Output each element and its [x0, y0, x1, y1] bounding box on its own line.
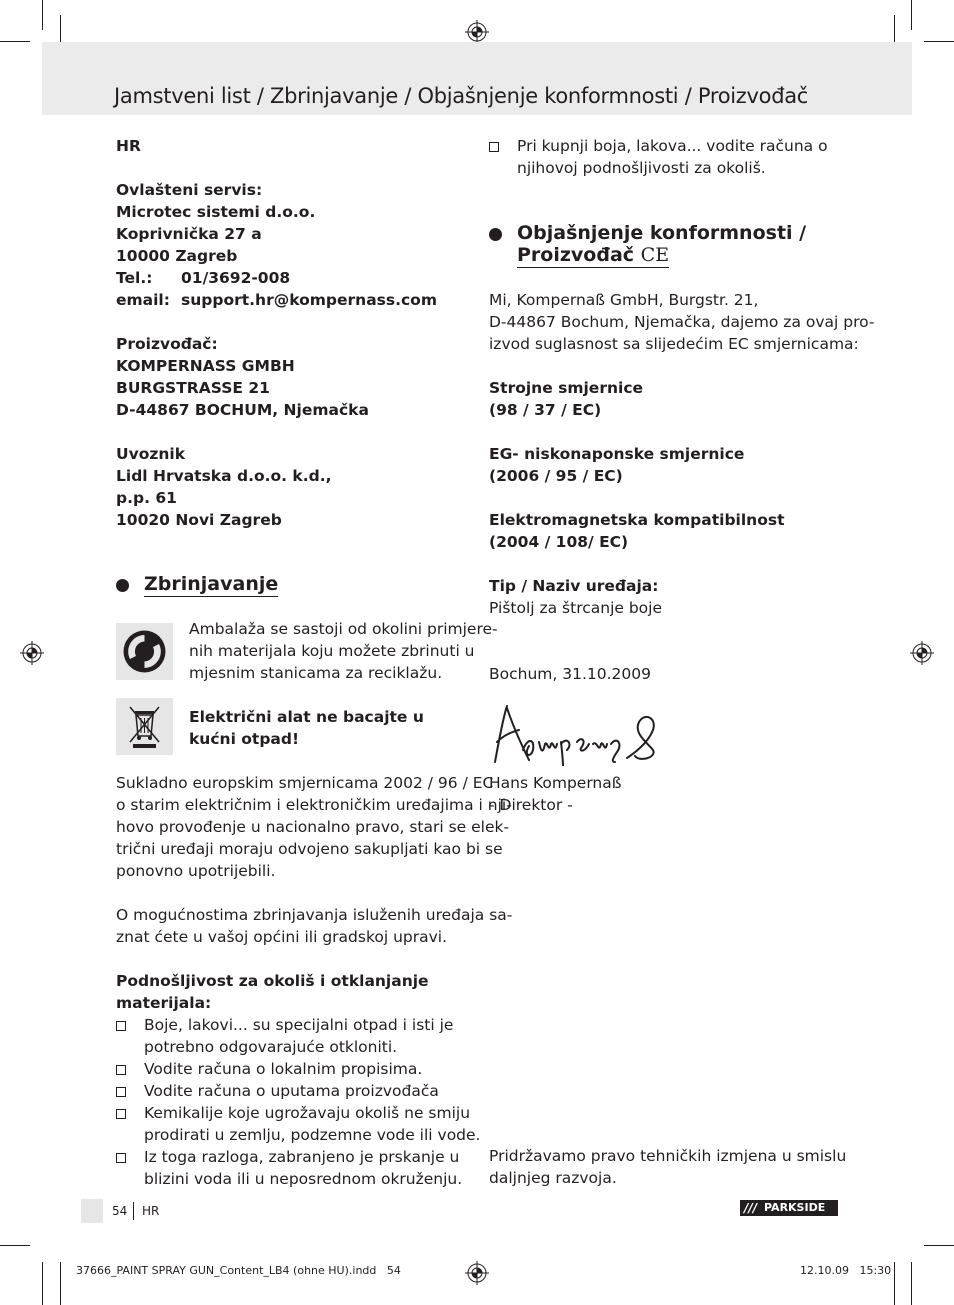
page-tab: [81, 1199, 103, 1223]
service-line: 10000 Zagreb: [116, 247, 238, 265]
list-item: Vodite računa o uputama proizvođača: [116, 1080, 476, 1102]
type-heading: Tip / Naziv uređaja:: [489, 577, 659, 595]
signatory-role: - Direktor -: [489, 796, 573, 814]
env-heading: materijala:: [116, 994, 212, 1012]
registration-mark-icon: [910, 641, 934, 665]
env-heading: Podnošljivost za okoliš i otklanjanje: [116, 972, 429, 990]
place-date: Bochum, 31.10.2009: [489, 665, 651, 683]
directive-name: Strojne smjernice: [489, 379, 644, 397]
signatory-block: [489, 772, 849, 816]
directive-code: (2004 / 108/ EC): [489, 533, 629, 551]
importer-heading: Uvoznik: [116, 445, 186, 463]
file-info: 37666_PAINT SPRAY GUN_Content_LB4 (ohne HU).indd 54: [76, 1264, 401, 1277]
signatory-name: Hans Kompernaß: [489, 774, 622, 792]
importer-line: 10020 Novi Zagreb: [116, 511, 282, 529]
registration-mark-icon: [20, 641, 44, 665]
manufacturer-line: D-44867 BOCHUM, Njemačka: [116, 401, 369, 419]
page-title: Jamstveni list / Zbrinjavanje / Objašnjenje konformnosti / Proizvođač: [114, 84, 809, 108]
disclaimer: Pridržavamo pravo tehničkih izmjena u smislu daljnjeg razvoja.: [489, 1147, 847, 1187]
crossed-out-bin-icon: [116, 698, 173, 755]
directive-code: (98 / 37 / EC): [489, 401, 602, 419]
crop-mark: [42, 0, 43, 30]
list-item: Pri kupnji boja, lakova... vodite računa o njihovoj podnošljivosti za okoliš.: [489, 135, 849, 179]
crop-mark: [894, 1262, 895, 1305]
crop-mark: [911, 0, 912, 30]
service-line: Koprivnička 27 a: [116, 225, 262, 243]
importer-line: Lidl Hrvatska d.o.o. k.d.,: [116, 467, 332, 485]
signature: [489, 700, 661, 766]
green-dot-recycle-icon: [116, 623, 173, 680]
timestamp: 12.10.09 15:30: [800, 1264, 892, 1277]
directive-name: EG- niskonaponske smjernice: [489, 445, 745, 463]
manufacturer-line: BURGSTRASSE 21: [116, 379, 270, 397]
brand-logo: /// PARKSIDE: [740, 1200, 838, 1216]
conformity-body: Mi, Kompernaß GmbH, Burgstr. 21, D-44867 Bochum, Njemačka, dajemo za ovaj pro- izvod suglasnost sa slijedećim EC smjernicama: Strojne smjernice (98 / 37 / EC) EG- niskonaponske smjernice (2006 / 95 / EC) Elektromagnetska kompatibilnost (2004 / 108/ EC) Tip / Naziv uređaja: Pištolj za štrcanje boje Bochum, 31.10.2009: [489, 291, 875, 683]
crop-mark: [0, 1245, 30, 1246]
country-code: HR: [116, 137, 141, 155]
registration-mark-icon: [465, 20, 489, 44]
ce-mark-icon: CE: [640, 244, 670, 266]
divider: [133, 1202, 134, 1220]
list-item: Kemikalije koje ugrožavaju okoliš ne smiju prodirati u zemlju, podzemne vode ili vode.: [116, 1102, 476, 1146]
packaging-text: Ambalaža se sastoji od okolini primjere- nih materijala koju možete zbrinuti u mjesnim stanicama za reciklažu.: [189, 620, 498, 682]
list-item: Vodite računa o lokalnim propisima.: [116, 1058, 476, 1080]
list-item: Iz toga razloga, zabranjeno je prskanje u blizini voda ili u neposrednom okruženju.: [116, 1146, 476, 1190]
crop-mark: [924, 41, 954, 42]
directive-name: Elektromagnetska kompatibilnost: [489, 511, 785, 529]
lang-code: HR: [142, 1204, 160, 1218]
brand-stripes-icon: ///: [744, 1201, 758, 1215]
importer-line: p.p. 61: [116, 489, 177, 507]
right-top-bullet: [489, 135, 849, 179]
page-number: 54: [112, 1204, 128, 1218]
bullet-dot: [489, 228, 502, 241]
crop-mark: [60, 1262, 61, 1305]
crop-mark: [0, 41, 30, 42]
contact-block: [116, 135, 466, 531]
disposal-paragraphs: Sukladno europskim smjernicama 2002 / 96 / EC o starim električnim i elektroničkim uređajima i nji- hovo provođenje u nacionalno pravo, stari se elek- trični uređaji moraju odvojeno sakupljati kao bi se ponovno upotrijebili. O mogućnostima zbrinjavanja isluženih uređaja sa- znat ćete u vašoj općini ili gradskoj upravi. Podnošljivost za okoliš i otklanjanje materijala: Boje, lakovi... su specijalni otpad i isti je potrebno odgovarajuće otkloniti. Vodite računa o lokalnim propisima. Vodite računa o uputama proizvođača Kemikalije koje ugrožavaju okoliš ne smiju prodirati u zemlju, podzemne vode ili vode. Iz toga razloga, zabranjeno je prskanje u blizini voda ili u neposrednom okruženju.: [116, 774, 513, 1188]
list-item: Boje, lakovi... su specijalni otpad i isti je potrebno odgovarajuće otkloniti.: [116, 1014, 476, 1058]
service-heading: Ovlašteni servis:: [116, 181, 263, 199]
crop-mark: [60, 15, 61, 45]
manufacturer-line: KOMPERNASS GMBH: [116, 357, 295, 375]
crop-mark: [894, 15, 895, 45]
bullet-dot: [116, 579, 129, 592]
recycle-icon-box: [116, 623, 173, 680]
crop-mark: [42, 1262, 43, 1305]
weee-warning: Električni alat ne bacajte u kućni otpad!: [189, 708, 424, 748]
type-value: Pištolj za štrcanje boje: [489, 599, 663, 617]
directive-code: (2006 / 95 / EC): [489, 467, 623, 485]
service-email: email: support.hr@kompernass.com: [116, 291, 437, 309]
crop-mark: [924, 1245, 954, 1246]
registration-mark-icon: [465, 1261, 489, 1285]
service-line: Microtec sistemi d.o.o.: [116, 203, 316, 221]
weee-icon-box: [116, 698, 173, 755]
disposal-heading: Zbrinjavanje: [116, 573, 416, 599]
crop-mark: [911, 1262, 912, 1305]
manufacturer-heading: Proizvođač:: [116, 335, 218, 353]
service-tel: Tel.: 01/3692-008: [116, 269, 291, 287]
conformity-heading: Objašnjenje konformnosti / Proizvođač CE: [489, 222, 849, 272]
